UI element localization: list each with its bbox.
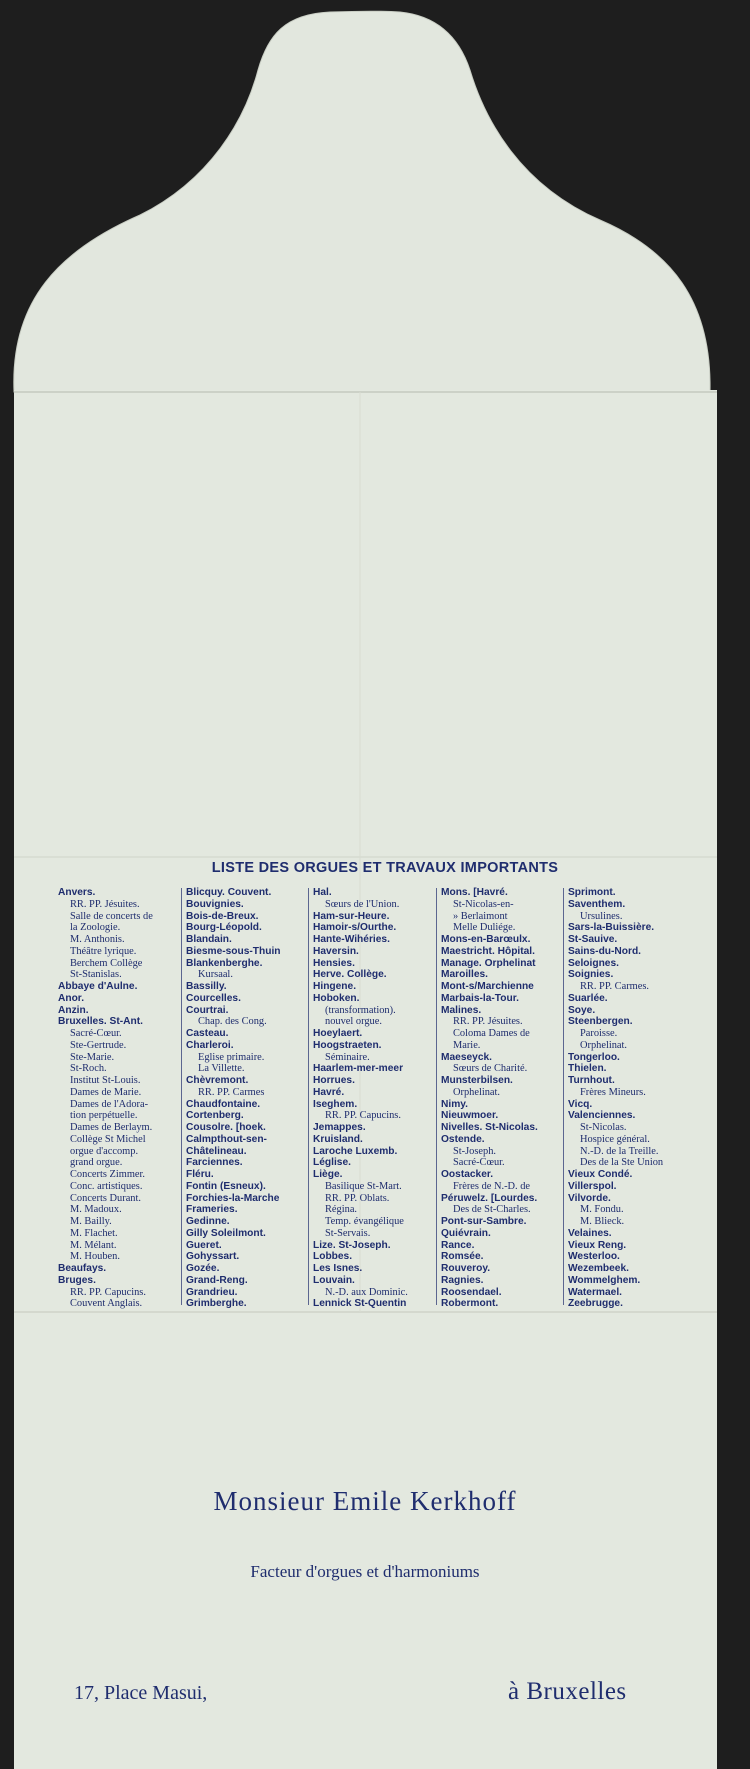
list-entry: RR. PP. Carmes [198, 1086, 265, 1098]
list-entry: M. Anthonis. [70, 934, 125, 945]
list-entry: Maestricht. Hôpital. [441, 945, 535, 957]
list-entry: Liège. [313, 1169, 343, 1180]
list-entry: Thielen. [568, 1063, 607, 1075]
list-entry: Ragnies. [441, 1274, 484, 1286]
list-entry: Bassilly. [186, 981, 227, 992]
list-entry: Nivelles. St-Nicolas. [441, 1122, 538, 1133]
list-entry: Gozée. [186, 1263, 220, 1274]
list-column-2 [186, 887, 312, 1310]
list-entry: Sains-du-Nord. [568, 945, 642, 957]
list-column-4 [441, 887, 567, 1310]
list-entry: Basilique St-Mart. [325, 1180, 402, 1192]
list-entry: Concerts Durant. [70, 1192, 141, 1204]
list-entry: Grimberghe. [186, 1298, 247, 1310]
list-entry: N.-D. de la Treille. [580, 1145, 659, 1157]
list-entry: Villerspol. [568, 1180, 617, 1192]
list-entry: RR. PP. Jésuites. [70, 898, 140, 910]
list-entry: Lennick St-Quentin [313, 1298, 407, 1310]
list-entry: Ursulines. [580, 910, 623, 922]
list-entry: Gueret. [186, 1239, 222, 1251]
list-entry: Turnhout. [568, 1075, 615, 1086]
list-entry: Bourg-Léopold. [186, 922, 262, 934]
list-entry: Seloignes. [568, 957, 619, 969]
list-entry: M. Mélant. [70, 1239, 117, 1251]
list-entry: M. Bailly. [70, 1216, 112, 1227]
list-entry: Vieux Reng. [568, 1239, 627, 1251]
list-entry: Hoeylaert. [313, 1028, 363, 1039]
list-entry: M. Houben. [70, 1251, 120, 1263]
list-entry: Casteau. [186, 1028, 229, 1039]
list-entry: Collège St Michel [70, 1133, 146, 1145]
list-entry: Fléru. [186, 1169, 214, 1180]
list-column-3 [313, 887, 439, 1310]
list-entry: Quiévrain. [441, 1227, 491, 1239]
list-entry: orgue d'accomp. [70, 1145, 139, 1157]
list-entry: Beaufays. [58, 1263, 107, 1274]
list-entry: Dames de Marie. [70, 1086, 142, 1098]
list-entry: Sacré-Cœur. [453, 1157, 505, 1169]
list-entry: Blicquy. Couvent. [186, 887, 272, 898]
list-entry: Grandrieu. [186, 1286, 238, 1298]
list-column-1 [58, 887, 184, 1310]
list-entry: Mons. [Havré. [441, 887, 508, 898]
list-entry: Courtrai. [186, 1004, 229, 1016]
street-address: 17, Place Masui, [74, 1682, 208, 1704]
list-entry: Sœurs de Charité. [453, 1063, 528, 1075]
list-entry: Charleroi. [186, 1039, 234, 1051]
list-entry: Berchem Collège [70, 957, 143, 969]
list-entry: Châtelineau. [186, 1145, 247, 1157]
list-entry: M. Madoux. [70, 1204, 122, 1216]
list-entry: Valenciennes. [568, 1110, 636, 1122]
list-entry: Pont-sur-Sambre. [441, 1216, 527, 1227]
list-entry: grand orgue. [70, 1157, 123, 1169]
list-entry: Sacré-Cœur. [70, 1028, 122, 1039]
list-entry: M. Fondu. [580, 1204, 624, 1216]
list-entry: Cousolre. [hoek. [186, 1122, 266, 1133]
list-entry: Fontin (Esneux). [186, 1180, 266, 1192]
list-entry: Conc. artistiques. [70, 1180, 143, 1192]
list-entry: Robermont. [441, 1298, 499, 1310]
list-entry: Laroche Luxemb. [313, 1145, 398, 1157]
list-entry: » Berlaimont [453, 910, 508, 922]
list-entry: Cortenberg. [186, 1110, 244, 1122]
list-entry: Orphelinat. [580, 1039, 628, 1051]
list-entry: St-Sauive. [568, 934, 618, 945]
list-entry: Steenbergen. [568, 1016, 633, 1028]
list-entry: Melle Duliége. [453, 922, 516, 934]
list-entry: Horrues. [313, 1075, 355, 1086]
list-entry: Manage. Orphelinat [441, 957, 536, 969]
list-entry: Blankenberghe. [186, 957, 263, 969]
list-entry: nouvel orgue. [325, 1016, 382, 1028]
city: à Bruxelles [508, 1678, 627, 1705]
list-entry: Ostende. [441, 1133, 485, 1145]
list-entry: Hante-Wihéries. [313, 934, 390, 945]
list-entry: Dames de l'Adora- [70, 1098, 149, 1110]
list-entry: Farciennes. [186, 1157, 243, 1169]
list-entry: Orphelinat. [453, 1086, 501, 1098]
list-entry: Anzin. [58, 1004, 89, 1016]
list-entry: Maroilles. [441, 969, 488, 981]
list-entry: Calmpthout-sen- [186, 1133, 267, 1145]
list-entry: Concerts Zimmer. [70, 1169, 146, 1180]
list-entry: Léglise. [313, 1157, 351, 1169]
list-entry: Soignies. [568, 969, 614, 981]
list-entry: Forchies-la-Marche [186, 1192, 280, 1204]
list-entry: Wezembeek. [568, 1263, 629, 1274]
list-entry: Hamoir-s/Ourthe. [313, 922, 397, 934]
list-entry: Zeebrugge. [568, 1298, 623, 1310]
list-entry: Haarlem-mer-meer [313, 1063, 404, 1075]
list-entry: RR. PP. Capucins. [325, 1110, 401, 1122]
list-entry: Anor. [58, 992, 85, 1004]
list-entry: Haversin. [313, 945, 359, 957]
list-entry: Suarlée. [568, 992, 608, 1004]
list-entry: Munsterbilsen. [441, 1075, 513, 1086]
list-entry: Vicq. [568, 1098, 593, 1110]
list-entry: Lobbes. [313, 1251, 353, 1263]
list-entry: Tongerloo. [568, 1051, 620, 1063]
list-entry: Frameries. [186, 1204, 238, 1216]
list-entry: Lize. St-Joseph. [313, 1239, 391, 1251]
list-entry: Chaudfontaine. [186, 1098, 261, 1110]
list-entry: RR. PP. Carmes. [580, 981, 649, 992]
list-entry: St-Joseph. [453, 1145, 497, 1157]
list-entry: Marie. [453, 1039, 481, 1051]
list-entry: Hoboken. [313, 992, 360, 1004]
recipient-profession: Facteur d'orgues et d'harmoniums [250, 1562, 480, 1581]
list-entry: Institut St-Louis. [70, 1075, 141, 1086]
list-entry: Nieuwmoer. [441, 1110, 499, 1122]
list-entry: Romsée. [441, 1251, 484, 1263]
list-entry: Vieux Condé. [568, 1169, 633, 1180]
list-entry: Kursaal. [198, 969, 233, 981]
list-entry: Saventhem. [568, 898, 626, 910]
list-entry: (transformation). [325, 1004, 396, 1016]
list-entry: Havré. [313, 1086, 345, 1098]
list-entry: Hospice général. [580, 1133, 650, 1145]
list-entry: Sœurs de l'Union. [325, 898, 400, 910]
list-entry: St-Stanislas. [70, 969, 122, 981]
list-entry: Couvent Anglais. [70, 1298, 143, 1310]
list-entry: RR. PP. Capucins. [70, 1286, 146, 1298]
list-entry: Abbaye d'Aulne. [58, 981, 138, 992]
list-entry: Ste-Gertrude. [70, 1039, 127, 1051]
list-entry: Jemappes. [313, 1122, 366, 1133]
list-entry: Soye. [568, 1004, 596, 1016]
list-entry: Blandain. [186, 934, 232, 945]
list-entry: Séminaire. [325, 1051, 370, 1063]
list-entry: Bouvignies. [186, 898, 244, 910]
envelope-flap [14, 11, 710, 392]
list-entry: RR. PP. Oblats. [325, 1192, 390, 1204]
list-entry: Rouveroy. [441, 1263, 491, 1274]
recipient-name: Monsieur Emile Kerkhoff [213, 1486, 517, 1516]
list-entry: M. Flachet. [70, 1227, 118, 1239]
list-entry: Biesme-sous-Thuin [186, 945, 281, 957]
list-entry: Louvain. [313, 1274, 355, 1286]
list-entry: Sprimont. [568, 887, 616, 898]
list-entry: N.-D. aux Dominic. [325, 1286, 408, 1298]
list-entry: Paroisse. [580, 1028, 618, 1039]
list-entry: Gilly Soleilmont. [186, 1227, 266, 1239]
list-entry: Mons-en-Barœulx. [441, 934, 531, 945]
list-entry: RR. PP. Jésuites. [453, 1016, 523, 1028]
list-entry: Iseghem. [313, 1098, 358, 1110]
list-entry: Péruwelz. [Lourdes. [441, 1192, 538, 1204]
list-entry: M. Blieck. [580, 1216, 625, 1227]
list-entry: la Zoologie. [70, 922, 121, 934]
list-entry: Oostacker. [441, 1169, 494, 1180]
list-entry: Roosendael. [441, 1286, 502, 1298]
list-entry: Chap. des Cong. [198, 1016, 267, 1028]
list-column-5 [568, 887, 694, 1310]
list-entry: tion perpétuelle. [70, 1110, 138, 1122]
list-entry: Wommelghem. [568, 1274, 641, 1286]
list-entry: Bruxelles. St-Ant. [58, 1016, 143, 1028]
list-entry: Chèvremont. [186, 1075, 249, 1086]
list-entry: St-Servais. [325, 1227, 371, 1239]
list-entry: Hoogstraeten. [313, 1039, 382, 1051]
list-entry: St-Nicolas-en- [453, 898, 514, 910]
list-entry: Bois-de-Breux. [186, 910, 259, 922]
list-entry: Courcelles. [186, 992, 241, 1004]
list-entry: St-Roch. [70, 1063, 107, 1075]
list-entry: Rance. [441, 1239, 475, 1251]
list-entry: Westerloo. [568, 1251, 620, 1263]
list-entry: Les Isnes. [313, 1263, 363, 1274]
list-entry: Régina. [325, 1204, 358, 1216]
list-entry: Nimy. [441, 1098, 468, 1110]
list-entry: Des de la Ste Union [580, 1157, 664, 1169]
list-entry: Des de St-Charles. [453, 1204, 531, 1216]
list-entry: Malines. [441, 1004, 482, 1016]
list-entry: St-Nicolas. [580, 1122, 627, 1133]
list-entry: Frères Mineurs. [580, 1086, 646, 1098]
list-title: LISTE DES ORGUES ET TRAVAUX IMPORTANTS [211, 860, 559, 876]
list-entry: Vilvorde. [568, 1192, 611, 1204]
list-entry: Hingene. [313, 981, 357, 992]
list-entry: Salle de concerts de [70, 910, 153, 922]
list-entry: Grand-Reng. [186, 1274, 248, 1286]
list-entry: La Villette. [198, 1063, 245, 1075]
list-entry: Ham-sur-Heure. [313, 910, 390, 922]
list-entry: Gedinne. [186, 1216, 230, 1227]
list-entry: Maeseyck. [441, 1051, 492, 1063]
list-entry: Hensies. [313, 957, 355, 969]
list-entry: Eglise primaire. [198, 1051, 265, 1063]
list-entry: Temp. évangélique [325, 1216, 404, 1227]
list-entry: Kruisland. [313, 1133, 363, 1145]
list-entry: Herve. Collège. [313, 969, 387, 981]
list-entry: Sars-la-Buissière. [568, 922, 655, 934]
list-entry: Anvers. [58, 887, 96, 898]
list-entry: Mont-s/Marchienne [441, 981, 534, 992]
list-entry: Bruges. [58, 1274, 96, 1286]
list-entry: Frères de N.-D. de [453, 1180, 531, 1192]
list-entry: Coloma Dames de [453, 1028, 530, 1039]
list-entry: Marbais-la-Tour. [441, 992, 519, 1004]
list-entry: Dames de Berlaym. [70, 1122, 153, 1133]
list-entry: Gohyssart. [186, 1251, 240, 1263]
list-entry: Velaines. [568, 1227, 612, 1239]
list-entry: Watermael. [568, 1286, 622, 1298]
list-entry: Hal. [313, 887, 332, 898]
list-entry: Ste-Marie. [70, 1051, 115, 1063]
list-entry: Théâtre lyrique. [70, 945, 137, 957]
